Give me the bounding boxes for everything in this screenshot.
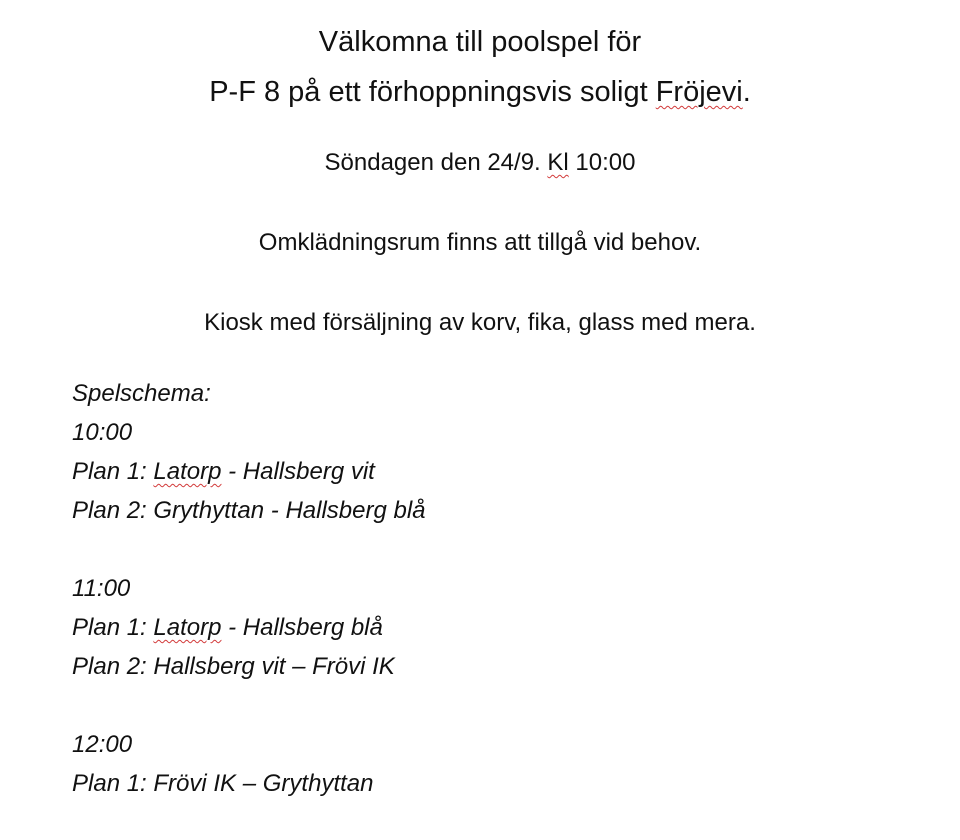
blank-line bbox=[72, 686, 912, 725]
pitch-label: Plan 2: bbox=[72, 497, 154, 524]
time-slot-1100: 11:00 bbox=[72, 575, 131, 602]
place-name: Fröjevi bbox=[655, 76, 743, 108]
game-schedule bbox=[72, 374, 912, 803]
game-row bbox=[72, 764, 912, 803]
schedule-title: Spelschema: bbox=[72, 380, 211, 407]
title-line-1: Välkomna till poolspel för bbox=[318, 26, 642, 58]
blank-line bbox=[72, 530, 912, 569]
pitch-label: Plan 2: bbox=[72, 653, 154, 680]
title-line-2-text: P-F 8 på ett förhoppningsvis soligt bbox=[209, 76, 656, 108]
team-away: - Hallsberg blå bbox=[264, 497, 426, 524]
start-time: 10:00 bbox=[568, 149, 636, 176]
team-home: Frövi IK bbox=[153, 770, 237, 797]
kiosk-note: Kiosk med försäljning av korv, fika, glass med mera. bbox=[204, 309, 756, 336]
time-slot-1000: 10:00 bbox=[72, 419, 133, 446]
game-row bbox=[72, 491, 912, 530]
pitch-label: Plan 1: bbox=[72, 614, 154, 641]
kl-abbreviation: Kl bbox=[547, 149, 569, 176]
team-away: – Grythyttan bbox=[236, 770, 374, 797]
team-home: Grythyttan bbox=[153, 497, 265, 524]
team-away: - Hallsberg vit bbox=[221, 458, 375, 485]
team-home: Latorp bbox=[153, 614, 222, 641]
team-home: Hallsberg vit bbox=[153, 653, 286, 680]
time-slot-1200: 12:00 bbox=[72, 731, 133, 758]
pitch-label: Plan 1: bbox=[72, 458, 154, 485]
game-row bbox=[72, 608, 912, 647]
game-row bbox=[72, 647, 912, 686]
title-line-2-period: . bbox=[742, 76, 751, 108]
pitch-label: Plan 1: bbox=[72, 770, 154, 797]
title-line-2 bbox=[0, 75, 960, 109]
team-home: Latorp bbox=[153, 458, 222, 485]
date-line bbox=[0, 148, 960, 178]
changing-rooms-note: Omklädningsrum finns att tillgå vid behov. bbox=[258, 229, 702, 256]
team-away: - Hallsberg blå bbox=[221, 614, 383, 641]
team-away: – Frövi IK bbox=[285, 653, 395, 680]
game-row bbox=[72, 452, 912, 491]
date-text: Söndagen den 24/9. bbox=[324, 149, 548, 176]
